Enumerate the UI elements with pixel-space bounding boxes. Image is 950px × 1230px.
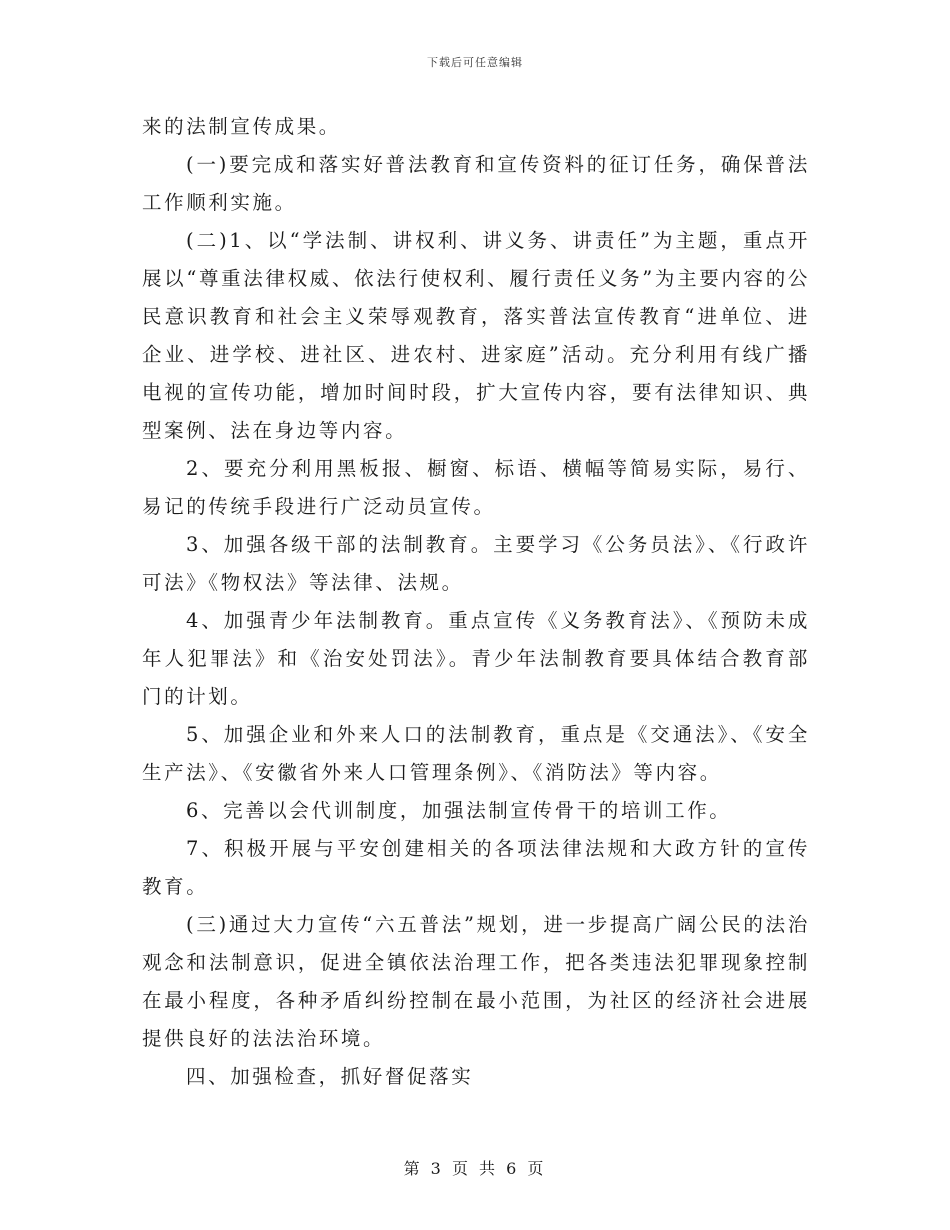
document-body	[142, 108, 810, 1096]
paragraph-item-2-3: 3、加强各级干部的法制教育。主要学习《公务员法》、《行政许可法》《物权法》等法律、法规。	[142, 533, 810, 594]
paragraph-item-2-6: 6、完善以会代训制度，加强法制宣传骨干的培训工作。	[186, 799, 732, 822]
page-header: 下载后可任意编辑	[427, 56, 523, 69]
paragraph-item-2-4: 4、加强青少年法制教育。重点宣传《义务教育法》、《预防未成年人犯罪法》和《治安处罚法》。青少年法制教育要具体结合教育部门的计划。	[142, 609, 810, 708]
section-heading-4: 四、加强检查，抓好督促落实	[186, 1065, 474, 1088]
paragraph-item-3: (三)通过大力宣传“六五普法”规划，进一步提高广阔公民的法治观念和法制意识，促进全镇依法治理工作，把各类违法犯罪现象控制在最小程度，各种矛盾纠纷控制在最小范围，为社区的经济社会进展提供良好的法法治环境。	[142, 913, 810, 1050]
paragraph-item-2-7: 7、积极开展与平安创建相关的各项法律法规和大政方针的宣传教育。	[142, 837, 810, 898]
paragraph-continuation: 来的法制宣传成果。	[142, 115, 341, 138]
paragraph-item-2-5: 5、加强企业和外来人口的法制教育，重点是《交通法》、《安全生产法》、《安徽省外来人口管理条例》、《消防法》等内容。	[142, 723, 810, 784]
paragraph-item-1: (一)要完成和落实好普法教育和宣传资料的征订任务，确保普法工作顺利实施。	[142, 153, 810, 214]
paragraph-item-2-1: (二)1、以“学法制、讲权利、讲义务、讲责任”为主题，重点开展以“尊重法律权威、依法行使权利、履行责任义务”为主要内容的公民意识教育和社会主义荣辱观教育，落实普法宣传教育“进单位、进企业、进学校、进社区、进农村、进家庭”活动。充分利用有线广播电视的宣传功能，增加时间时段，扩大宣传内容，要有法律知识、典型案例、法在身边等内容。	[142, 229, 810, 442]
paragraph-item-2-2: 2、要充分利用黑板报、橱窗、标语、横幅等简易实际，易行、易记的传统手段进行广泛动员宣传。	[142, 457, 810, 518]
page-number: 第 3 页 共 6 页	[403, 1159, 547, 1178]
